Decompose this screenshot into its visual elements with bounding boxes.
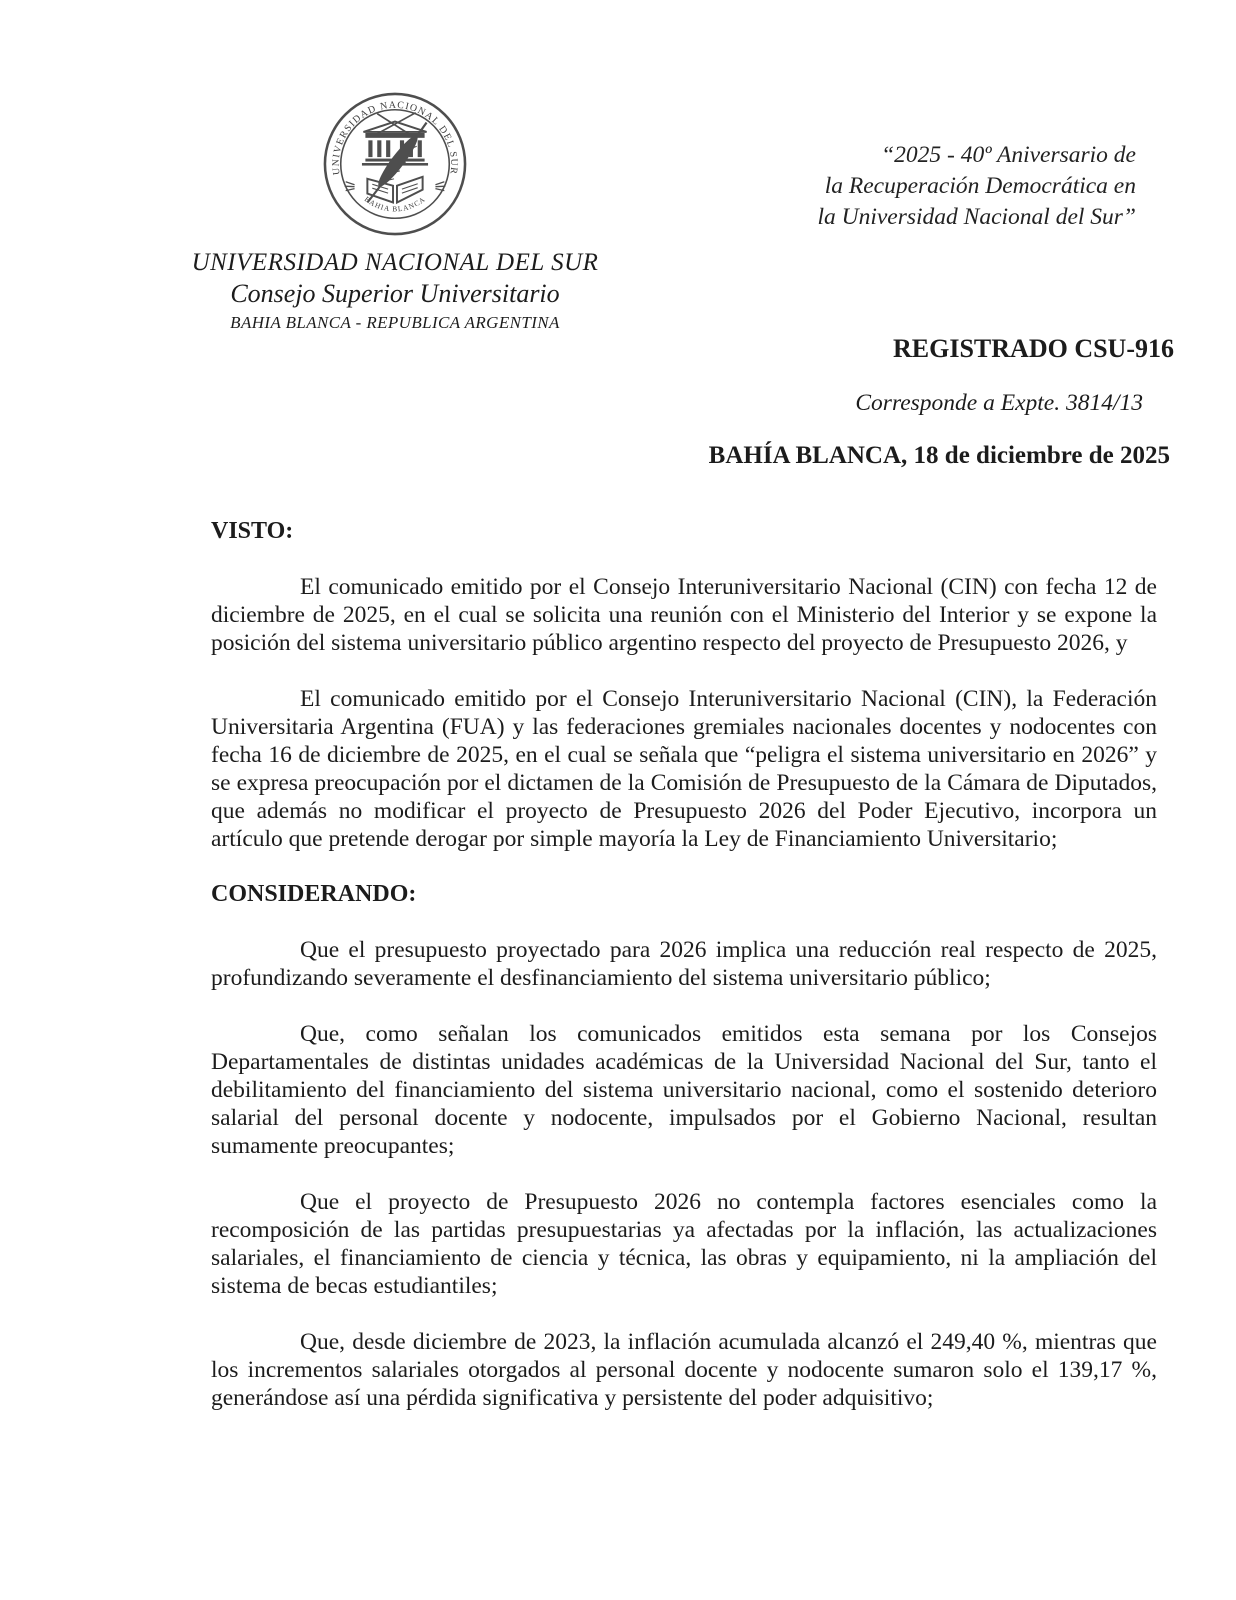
file-reference: Corresponde a Expte. 3814/13 <box>855 390 1143 416</box>
open-book-icon <box>367 177 422 203</box>
considerando-paragraph: Que el proyecto de Presupuesto 2026 no contempla factores esenciales como la recomposición de las partidas presupuestarias ya afectadas por la inflación, las actualizaciones salariales, el financiamiento de ciencia y técnica, las obras y equipamiento, ni la ampliación del sistema de becas estudiantiles; <box>211 1189 1157 1299</box>
visto-heading: VISTO: <box>211 518 294 544</box>
considerando-paragraph: Que, como señalan los comunicados emitidos esta semana por los Consejos Departamentales de distintas unidades académicas de la Universidad Nacional del Sur, tanto el debilitamiento del financiamiento del sistema universitario nacional, como el sostenido deterioro salarial del personal docente y nodocente, impulsados por el Gobierno Nacional, resultan sumamente preocupantes; <box>211 1021 1157 1159</box>
considerando-paragraph: Que el presupuesto proyectado para 2026 implica una reducción real respecto de 2025, profundizando severamente el desfinanciamiento del sistema universitario público; <box>211 937 1157 991</box>
anniversary-quote-line-1: “2025 - 40º Aniversario de <box>881 142 1136 168</box>
seal-ring-bottom-text: BAHIA BLANCA <box>362 194 428 214</box>
visto-paragraph: El comunicado emitido por el Consejo Interuniversitario Nacional (CIN), la Federación Universitaria Argentina (FUA) y las federaciones gremiales nacionales docentes y nodocentes con fecha 16 de diciembre de 2025, en el cual se señala que “peligra el sistema universitario en 2026” y se expresa preocupación por el dictamen de la Comisión de Presupuesto de la Cámara de Diputados, que además no modificar el proyecto de Presupuesto 2026 del Poder Ejecutivo, incorpora un artículo que pretende derogar por simple mayoría la Ley de Financiamiento Universitario; <box>211 686 1157 852</box>
place-and-date: BAHÍA BLANCA, 18 de diciembre de 2025 <box>708 442 1170 469</box>
org-name: UNIVERSIDAD NACIONAL DEL SUR <box>191 249 599 276</box>
institution-header <box>185 90 605 333</box>
seal-ring-top-text: UNIVERSIDAD NACIONAL DEL SUR <box>330 99 460 176</box>
anniversary-quote <box>817 140 1136 233</box>
university-seal <box>321 90 469 238</box>
resolution-body <box>211 518 1157 1440</box>
visto-paragraph: El comunicado emitido por el Consejo Interuniversitario Nacional (CIN) con fecha 12 de diciembre de 2025, en el cual se solicita una reunión con el Ministerio del Interior y se expone la posición del sistema universitario público argentino respecto del proyecto de Presupuesto 2026, y <box>211 574 1157 656</box>
org-location: BAHIA BLANCA - REPUBLICA ARGENTINA <box>230 313 560 332</box>
registration-number: REGISTRADO CSU-916 <box>893 334 1174 363</box>
org-unit: Consejo Superior Universitario <box>230 279 560 308</box>
considerando-heading: CONSIDERANDO: <box>211 881 417 907</box>
considerando-paragraph: Que, desde diciembre de 2023, la inflación acumulada alcanzó el 249,40 %, mientras que los incrementos salariales otorgados al personal docente y nodocente sumaron solo el 139,17 %, generándose así una pérdida significativa y persistente del poder adquisitivo; <box>211 1329 1157 1411</box>
university-seal-icon <box>321 90 469 238</box>
anniversary-quote-line-3: la Universidad Nacional del Sur” <box>817 204 1136 230</box>
laurel-flourish-icon <box>345 182 446 191</box>
anniversary-quote-line-2: la Recuperación Democrática en <box>824 173 1136 199</box>
